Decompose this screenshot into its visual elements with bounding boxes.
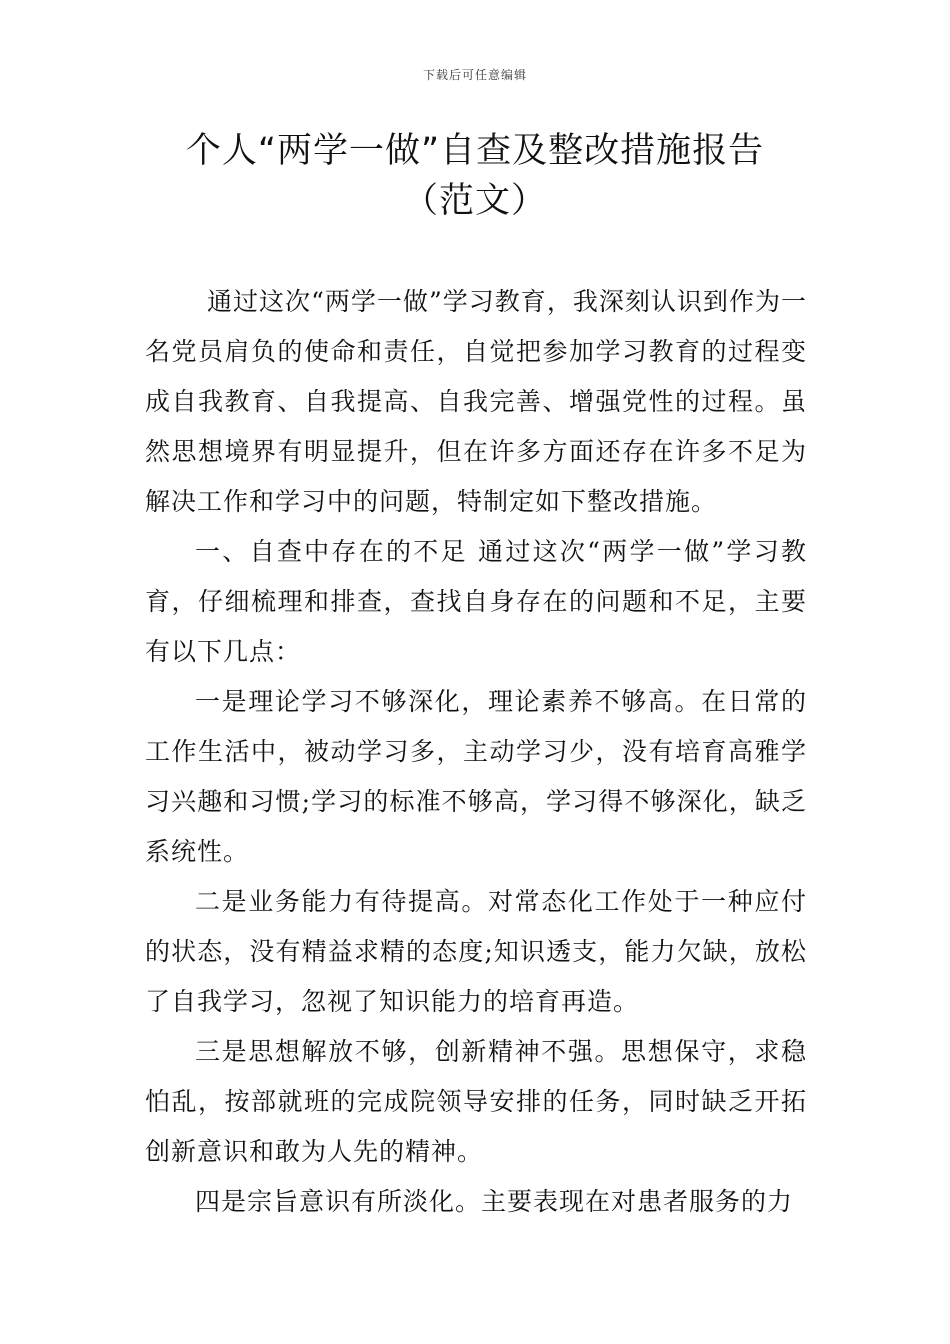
paragraph-point-one: 一是理论学习不够深化，理论素养不够高。在日常的工作生活中，被动学习多，主动学习少，没有培育高雅学习兴趣和习惯;学习的标准不够高，学习得不够深化，缺乏系统性。 bbox=[145, 687, 807, 866]
paragraph-point-two: 二是业务能力有待提高。对常态化工作处于一种应付的状态，没有精益求精的态度;知识透支，能力欠缺，放松了自我学习，忽视了知识能力的培育再造。 bbox=[145, 887, 807, 1016]
document-body bbox=[145, 277, 807, 1227]
paragraph-point-four: 四是宗旨意识有所淡化。主要表现在对患者服务的力 bbox=[195, 1187, 794, 1216]
title-line-2: （范文） bbox=[402, 181, 547, 221]
header-note: 下载后可任意编辑 bbox=[422, 68, 527, 82]
paragraph-point-three: 三是思想解放不够，创新精神不强。思想保守，求稳怕乱，按部就班的完成院领导安排的任务，同时缺乏开拓创新意识和敢为人先的精神。 bbox=[145, 1037, 807, 1166]
title-line-1: 个人“两学一做”自查及整改措施报告 bbox=[185, 131, 765, 171]
paragraph-intro: 通过这次“两学一做”学习教育，我深刻认识到作为一名党员肩负的使命和责任，自觉把参加学习教育的过程变成自我教育、自我提高、自我完善、增强党性的过程。虽然思想境界有明显提升，但在许多方面还存在许多不足为解决工作和学习中的问题，特制定如下整改措施。 bbox=[145, 287, 807, 516]
document-title bbox=[100, 126, 850, 226]
paragraph-section-one: 一、自查中存在的不足 通过这次“两学一做”学习教育，仔细梳理和排查，查找自身存在的问题和不足，主要有以下几点： bbox=[145, 537, 807, 666]
